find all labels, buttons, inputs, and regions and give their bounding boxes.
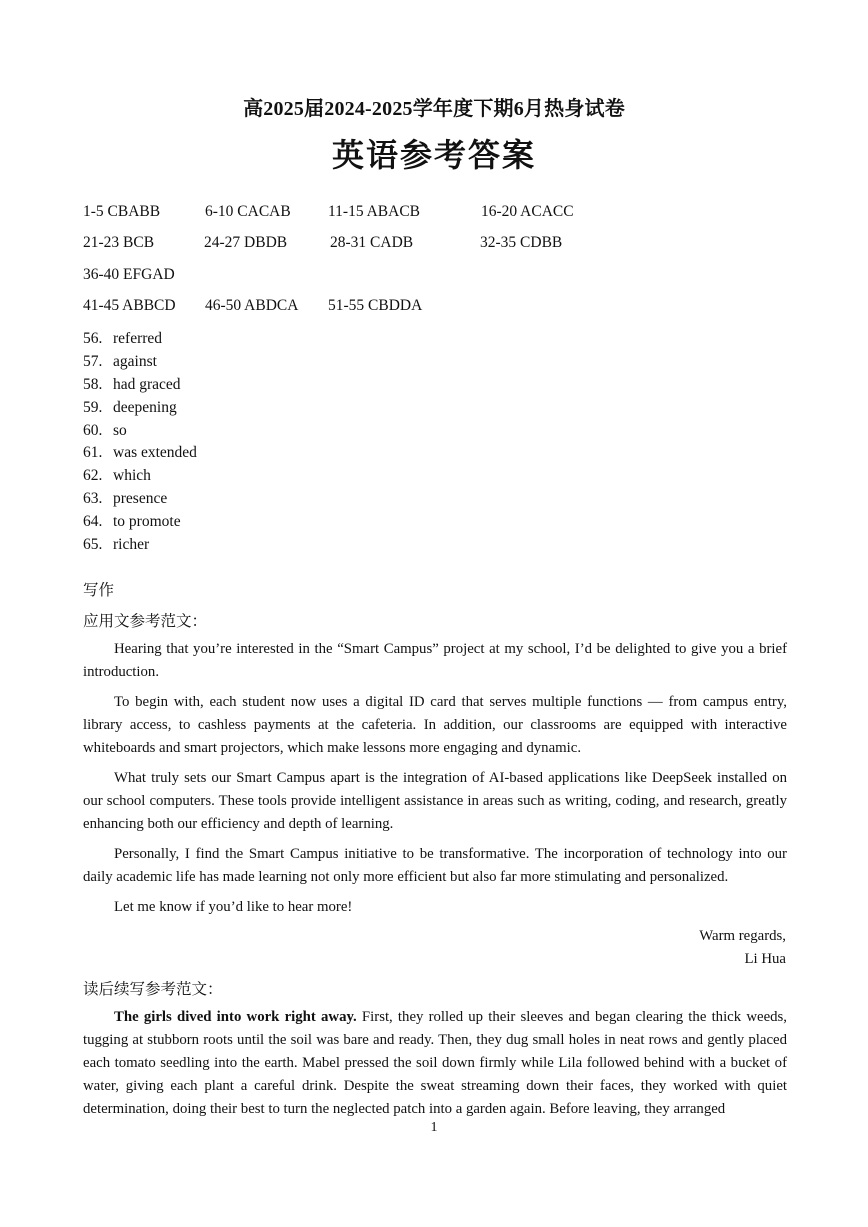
answer-group: 41-45 ABBCD xyxy=(83,297,176,314)
continuation-lead: The girls dived into work right away. xyxy=(114,1009,357,1025)
essay-paragraph: Let me know if you’d like to hear more! xyxy=(114,899,353,915)
fill-item xyxy=(83,420,197,443)
fill-number: 60. xyxy=(83,421,103,439)
essay-paragraph: What truly sets our Smart Campus apart is the integration of AI-based applications like DeepSeek installed on our school computers. These tools provide intelligent assistance in areas such as writing, coding, and research, greatly enhancing both our efficiency and depth of learning. xyxy=(83,770,787,832)
answer-group: 16-20 ACACC xyxy=(481,203,574,220)
fill-number: 61. xyxy=(83,444,103,462)
answer-row-1 xyxy=(83,203,803,225)
fill-item xyxy=(83,465,197,488)
fill-answer: against xyxy=(113,352,157,370)
page-number: 1 xyxy=(430,1120,438,1135)
fill-answer: was extended xyxy=(113,444,197,462)
fill-answer: presence xyxy=(113,490,168,508)
continuation-writing-label: 读后续写参考范文： xyxy=(83,981,223,998)
closing-line: Warm regards, xyxy=(699,928,786,944)
fill-item xyxy=(83,328,197,351)
exam-title: 高2025届2024-2025学年度下期6月热身试卷 xyxy=(243,98,625,120)
fill-answer: referred xyxy=(113,330,163,347)
answer-group: 28-31 CADB xyxy=(330,234,414,251)
answer-group: 32-35 CDBB xyxy=(480,234,563,251)
answer-row-2 xyxy=(83,234,803,256)
fill-item xyxy=(83,397,197,420)
fill-item xyxy=(83,534,197,557)
answer-group: 6-10 CACAB xyxy=(205,203,291,220)
fill-item xyxy=(83,488,197,511)
fill-number: 62. xyxy=(83,467,103,485)
fill-number: 65. xyxy=(83,536,103,554)
fill-item xyxy=(83,511,197,534)
practical-writing-label: 应用文参考范文： xyxy=(83,613,208,630)
essay-paragraph: Personally, I find the Smart Campus initiative to be transformative. The incorporation of technology into our daily academic life has made learning not only more efficient but also far more stimulating and personalized. xyxy=(83,846,787,885)
answer-group: 36-40 EFGAD xyxy=(83,266,175,283)
fill-item xyxy=(83,351,197,374)
answer-group: 11-15 ABACB xyxy=(328,203,421,220)
essay-paragraph: To begin with, each student now uses a digital ID card that serves multiple functions — from campus entry, library access, to cashless payments at the cafeteria. In addition, our classrooms are equipped with interactive whiteboards and smart projectors, which make lessons more engaging and dynamic. xyxy=(83,694,787,756)
continuation-essay xyxy=(83,1006,787,1121)
fill-answer: so xyxy=(113,421,127,439)
fill-answer: had graced xyxy=(113,375,181,393)
fill-answer: which xyxy=(113,467,151,485)
grammar-fill-answers xyxy=(83,328,197,557)
answer-row-4 xyxy=(83,297,803,319)
fill-number: 57. xyxy=(83,352,103,370)
fill-answer: deepening xyxy=(113,398,177,416)
fill-answer: richer xyxy=(113,536,150,554)
answer-group: 21-23 BCB xyxy=(83,234,155,251)
essay-paragraph: Hearing that you’re interested in the “Smart Campus” project at my school, I’d be delighted to give you a brief introduction. xyxy=(83,641,787,680)
answer-group: 24-27 DBDB xyxy=(204,234,288,251)
fill-number: 63. xyxy=(83,490,103,508)
writing-section-label: 写作 xyxy=(83,582,115,599)
answer-group: 1-5 CBABB xyxy=(83,203,161,220)
signature: Li Hua xyxy=(744,951,786,967)
continuation-body: First, they rolled up their sleeves and began clearing the thick weeds, tugging at stubborn roots until the soil was bare and ready. Then, they dug small holes in neat rows and gently placed each tomato seedling into the earth. Mabel pressed the soil down firmly while Lila followed behind with a bucket of water, giving each plant a careful drink. Despite the sweat streaming down their faces, they worked with quiet determination, doing their best to turn the neglected patch into a garden again. Before leaving, they arranged xyxy=(83,1009,788,1117)
answer-row-3 xyxy=(83,266,803,288)
fill-number: 59. xyxy=(83,398,103,416)
fill-number: 58. xyxy=(83,375,103,393)
practical-essay xyxy=(83,638,787,919)
fill-item xyxy=(83,442,197,465)
fill-answer: to promote xyxy=(113,513,181,531)
answer-key-title: 英语参考答案 xyxy=(331,137,536,173)
answer-group: 51-55 CBDDA xyxy=(328,297,423,314)
fill-item xyxy=(83,374,197,397)
answer-group: 46-50 ABDCA xyxy=(205,297,299,314)
continuation-paragraph xyxy=(83,1006,787,1121)
fill-number: 64. xyxy=(83,513,103,531)
fill-number: 56. xyxy=(83,330,103,347)
